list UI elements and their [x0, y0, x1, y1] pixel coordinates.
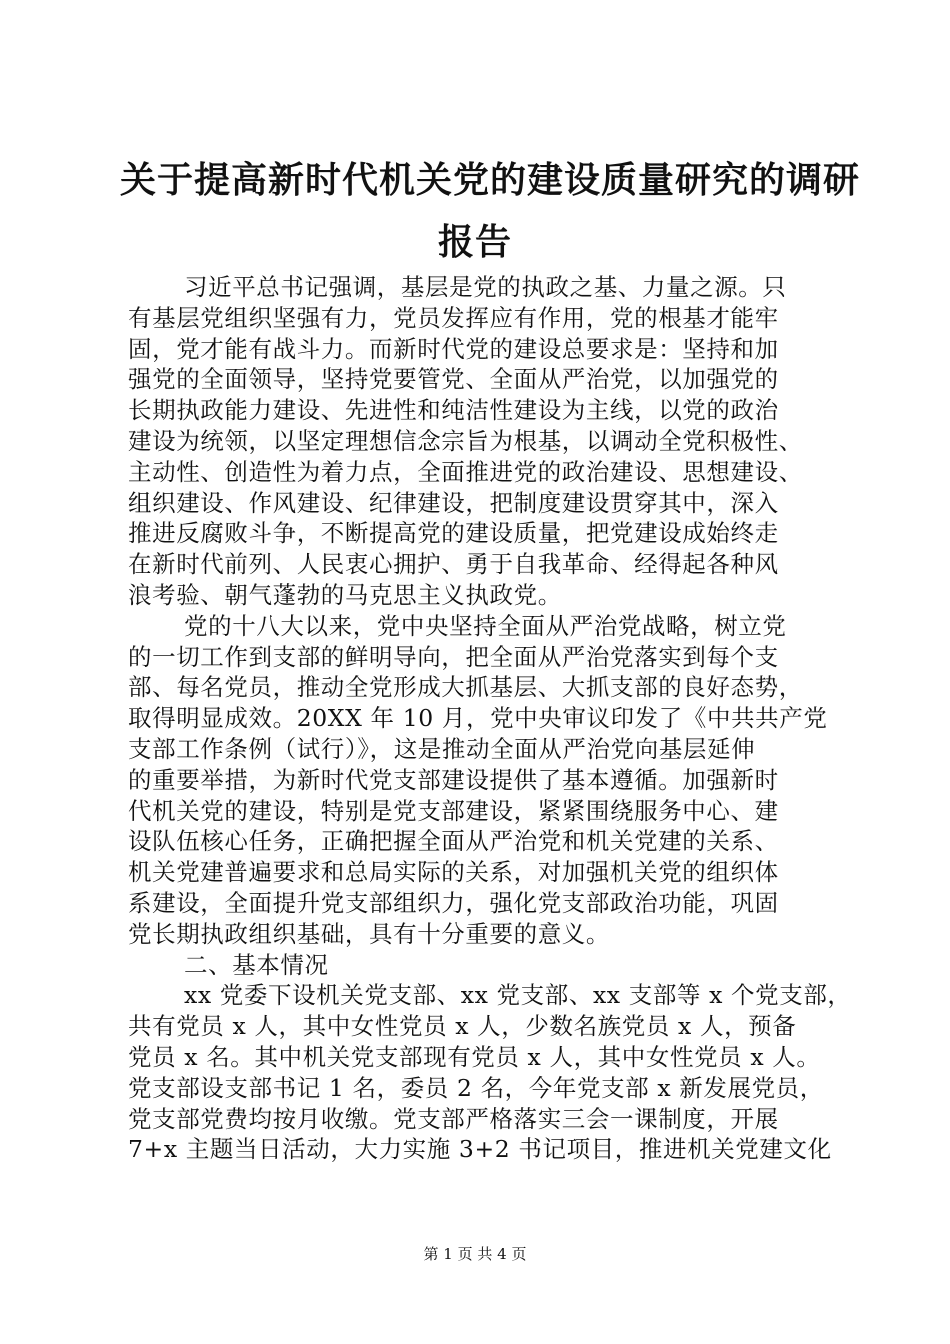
- body-text-line: 共有党员 x 人，其中女性党员 x 人，少数名族党员 x 人，预备: [128, 1012, 797, 1041]
- body-text-line: 系建设，全面提升党支部组织力，强化党支部政治功能，巩固: [128, 888, 779, 917]
- body-text-line: 党长期执政组织基础，具有十分重要的意义。: [128, 919, 610, 948]
- body-text-line: 建设为统领，以坚定理想信念宗旨为根基，以调动全党积极性、: [128, 426, 803, 455]
- body-text-line: 设队伍核心任务，正确把握全面从严治党和机关党建的关系、: [128, 827, 779, 856]
- body-text-line: 党的十八大以来，党中央坚持全面从严治党战略，树立党: [184, 611, 787, 640]
- body-text-line: 习近平总书记强调，基层是党的执政之基、力量之源。只: [184, 273, 787, 301]
- body-text-line: 部、每名党员，推动全党形成大抓基层、大抓支部的良好态势，: [128, 673, 803, 702]
- body-text-line: 机关党建普遍要求和总局实际的关系，对加强机关党的组织体: [128, 858, 779, 887]
- body-text-line: 二、基本情况: [184, 950, 329, 979]
- body-text-line: 组织建设、作风建设、纪律建设，把制度建设贯穿其中，深入: [128, 488, 779, 517]
- body-text-line: 党支部党费均按月收缴。党支部严格落实三会一课制度，开展: [128, 1104, 779, 1133]
- document-title-line-2: 报告: [437, 221, 512, 263]
- body-text-line: 浪考验、朝气蓬勃的马克思主义执政党。: [128, 580, 562, 609]
- body-text-line: 的一切工作到支部的鲜明导向，把全面从严治党落实到每个支: [128, 642, 779, 671]
- body-text-line: 7+x 主题当日活动，大力实施 3+2 书记项目，推进机关党建文化: [128, 1135, 832, 1164]
- body-text-line: 党支部设支部书记 1 名，委员 2 名，今年党支部 x 新发展党员，: [128, 1073, 824, 1102]
- body-text-line: 在新时代前列、人民衷心拥护、勇于自我革命、经得起各种风: [128, 550, 779, 579]
- body-text-line: 固，党才能有战斗力。而新时代党的建设总要求是：坚持和加: [128, 334, 779, 363]
- body-text-line: 主动性、创造性为着力点，全面推进党的政治建设、思想建设、: [128, 457, 803, 486]
- body-text-line: 强党的全面领导，坚持党要管党、全面从严治党，以加强党的: [128, 365, 779, 394]
- body-text-line: 代机关党的建设，特别是党支部建设，紧紧围绕服务中心、建: [128, 796, 779, 825]
- document-body: [128, 272, 852, 1165]
- body-text-line: 推进反腐败斗争，不断提高党的建设质量，把党建设成始终走: [128, 519, 779, 548]
- body-text-line: 有基层党组织坚强有力，党员发挥应有作用，党的根基才能牢: [128, 303, 779, 332]
- body-text-line: xx 党委下设机关党支部、xx 党支部、xx 支部等 x 个党支部，: [184, 981, 852, 1010]
- body-text-line: 支部工作条例（试行）》，这是推动全面从严治党向基层延伸: [128, 734, 756, 763]
- body-text-line: 长期执政能力建设、先进性和纯洁性建设为主线，以党的政治: [128, 396, 779, 425]
- document-title-line-1: 关于提高新时代机关党的建设质量研究的调研: [120, 159, 861, 201]
- body-text-line: 党员 x 名。其中机关党支部现有党员 x 人，其中女性党员 x 人。: [128, 1042, 821, 1071]
- body-text-line: 取得明显成效。20XX 年 10 月，党中央审议印发了《中共共产党: [128, 704, 828, 733]
- page-footer: 第 1 页 共 4 页: [423, 1245, 527, 1263]
- body-text-line: 的重要举措，为新时代党支部建设提供了基本遵循。加强新时: [128, 765, 779, 794]
